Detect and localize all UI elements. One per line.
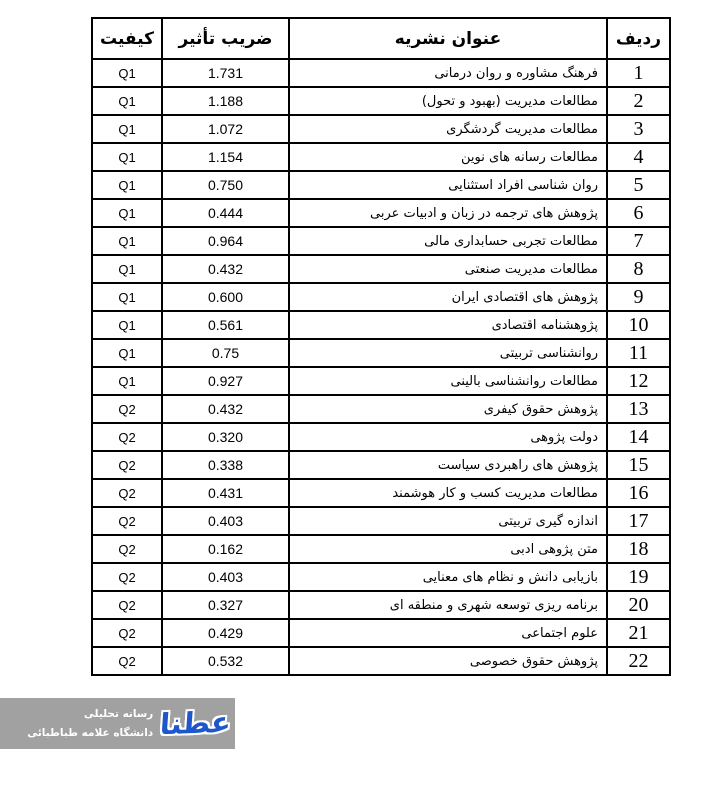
tagline-line1: رسانه تحلیلی — [83, 707, 154, 720]
quality-cell: Q1 — [92, 171, 162, 199]
rank-cell: 16 — [607, 479, 670, 507]
table-row — [92, 647, 670, 675]
rank-cell: 9 — [607, 283, 670, 311]
footer-banner — [0, 698, 235, 749]
table-row — [92, 535, 670, 563]
table-row — [92, 59, 670, 87]
rank-cell: 2 — [607, 87, 670, 115]
rank-cell: 14 — [607, 423, 670, 451]
rank-cell: 12 — [607, 367, 670, 395]
impact-factor-cell: 0.927 — [162, 367, 289, 395]
impact-factor-cell: 0.600 — [162, 283, 289, 311]
rank-cell: 15 — [607, 451, 670, 479]
quality-cell: Q2 — [92, 647, 162, 675]
rank-cell: 18 — [607, 535, 670, 563]
table-row — [92, 227, 670, 255]
impact-factor-cell: 0.320 — [162, 423, 289, 451]
table-row — [92, 619, 670, 647]
quality-cell: Q2 — [92, 507, 162, 535]
impact-factor-cell: 0.444 — [162, 199, 289, 227]
quality-cell: Q1 — [92, 367, 162, 395]
table-row — [92, 591, 670, 619]
journal-table-body — [92, 59, 670, 675]
impact-factor-cell: 1.072 — [162, 115, 289, 143]
table-row — [92, 115, 670, 143]
rank-cell: 3 — [607, 115, 670, 143]
rank-cell: 21 — [607, 619, 670, 647]
journal-title-cell: برنامه ریزی توسعه شهری و منطقه ای — [289, 591, 607, 619]
quality-cell: Q2 — [92, 395, 162, 423]
quality-cell: Q1 — [92, 143, 162, 171]
quality-cell: Q1 — [92, 227, 162, 255]
impact-factor-cell: 1.154 — [162, 143, 289, 171]
journal-title-cell: مطالعات مدیریت کسب و کار هوشمند — [289, 479, 607, 507]
quality-cell: Q2 — [92, 423, 162, 451]
journal-title-cell: فرهنگ مشاوره و روان درمانی — [289, 59, 607, 87]
table-row — [92, 255, 670, 283]
impact-factor-cell: 0.162 — [162, 535, 289, 563]
quality-cell: Q1 — [92, 87, 162, 115]
journal-title-cell: دولت پژوهی — [289, 423, 607, 451]
quality-cell: Q2 — [92, 563, 162, 591]
banner-tagline — [10, 705, 153, 743]
header-impact: ضریب تأثیر — [162, 18, 289, 59]
quality-cell: Q2 — [92, 619, 162, 647]
journal-title-cell: اندازه گیری تربیتی — [289, 507, 607, 535]
journal-title-cell: پژوهش حقوق کیفری — [289, 395, 607, 423]
impact-factor-cell: 0.403 — [162, 507, 289, 535]
journal-title-cell: پژوهش های اقتصادی ایران — [289, 283, 607, 311]
rank-cell: 17 — [607, 507, 670, 535]
quality-cell: Q1 — [92, 283, 162, 311]
journal-title-cell: پژوهشنامه اقتصادی — [289, 311, 607, 339]
table-row — [92, 395, 670, 423]
impact-factor-cell: 0.964 — [162, 227, 289, 255]
tagline-line2: دانشگاه علامه طباطبائی — [27, 726, 154, 739]
impact-factor-cell: 0.429 — [162, 619, 289, 647]
rank-cell: 8 — [607, 255, 670, 283]
impact-factor-cell: 1.731 — [162, 59, 289, 87]
table-row — [92, 451, 670, 479]
journal-title-cell: پژوهش های ترجمه در زبان و ادبیات عربی — [289, 199, 607, 227]
journal-ranking-table-wrap — [91, 17, 671, 676]
impact-factor-cell: 0.327 — [162, 591, 289, 619]
journal-ranking-table — [91, 17, 671, 676]
rank-cell: 13 — [607, 395, 670, 423]
rank-cell: 20 — [607, 591, 670, 619]
table-header-row — [92, 18, 670, 59]
impact-factor-cell: 0.532 — [162, 647, 289, 675]
journal-title-cell: پژوهش حقوق خصوصی — [289, 647, 607, 675]
rank-cell: 22 — [607, 647, 670, 675]
impact-factor-cell: 0.75 — [162, 339, 289, 367]
table-row — [92, 87, 670, 115]
rank-cell: 7 — [607, 227, 670, 255]
quality-cell: Q2 — [92, 451, 162, 479]
atna-logo: عطنا — [158, 704, 233, 742]
rank-cell: 11 — [607, 339, 670, 367]
quality-cell: Q1 — [92, 115, 162, 143]
impact-factor-cell: 0.403 — [162, 563, 289, 591]
impact-factor-cell: 0.561 — [162, 311, 289, 339]
rank-cell: 6 — [607, 199, 670, 227]
journal-title-cell: روانشناسی تربیتی — [289, 339, 607, 367]
journal-title-cell: مطالعات تجربی حسابداری مالی — [289, 227, 607, 255]
header-quality: کیفیت — [92, 18, 162, 59]
journal-title-cell: متن پژوهی ادبی — [289, 535, 607, 563]
impact-factor-cell: 0.750 — [162, 171, 289, 199]
table-row — [92, 199, 670, 227]
rank-cell: 19 — [607, 563, 670, 591]
journal-title-cell: پژوهش های راهبردی سیاست — [289, 451, 607, 479]
table-row — [92, 339, 670, 367]
table-row — [92, 563, 670, 591]
table-row — [92, 507, 670, 535]
quality-cell: Q1 — [92, 255, 162, 283]
table-row — [92, 423, 670, 451]
impact-factor-cell: 0.431 — [162, 479, 289, 507]
rank-cell: 5 — [607, 171, 670, 199]
table-row — [92, 283, 670, 311]
rank-cell: 10 — [607, 311, 670, 339]
journal-title-cell: مطالعات مدیریت گردشگری — [289, 115, 607, 143]
quality-cell: Q1 — [92, 59, 162, 87]
journal-title-cell: مطالعات رسانه های نوین — [289, 143, 607, 171]
journal-title-cell: روان شناسی افراد استثنایی — [289, 171, 607, 199]
rank-cell: 4 — [607, 143, 670, 171]
quality-cell: Q2 — [92, 591, 162, 619]
table-row — [92, 143, 670, 171]
journal-title-cell: مطالعات روانشناسی بالینی — [289, 367, 607, 395]
journal-title-cell: مطالعات مدیریت صنعتی — [289, 255, 607, 283]
impact-factor-cell: 0.432 — [162, 255, 289, 283]
table-row — [92, 311, 670, 339]
impact-factor-cell: 0.432 — [162, 395, 289, 423]
quality-cell: Q2 — [92, 479, 162, 507]
table-row — [92, 367, 670, 395]
quality-cell: Q1 — [92, 199, 162, 227]
impact-factor-cell: 0.338 — [162, 451, 289, 479]
journal-title-cell: بازیابی دانش و نظام های معنایی — [289, 563, 607, 591]
journal-title-cell: مطالعات مدیریت (بهبود و تحول) — [289, 87, 607, 115]
table-row — [92, 479, 670, 507]
rank-cell: 1 — [607, 59, 670, 87]
journal-title-cell: علوم اجتماعی — [289, 619, 607, 647]
quality-cell: Q1 — [92, 311, 162, 339]
quality-cell: Q1 — [92, 339, 162, 367]
header-rank: ردیف — [607, 18, 670, 59]
quality-cell: Q2 — [92, 535, 162, 563]
table-row — [92, 171, 670, 199]
impact-factor-cell: 1.188 — [162, 87, 289, 115]
header-title: عنوان نشریه — [289, 18, 607, 59]
